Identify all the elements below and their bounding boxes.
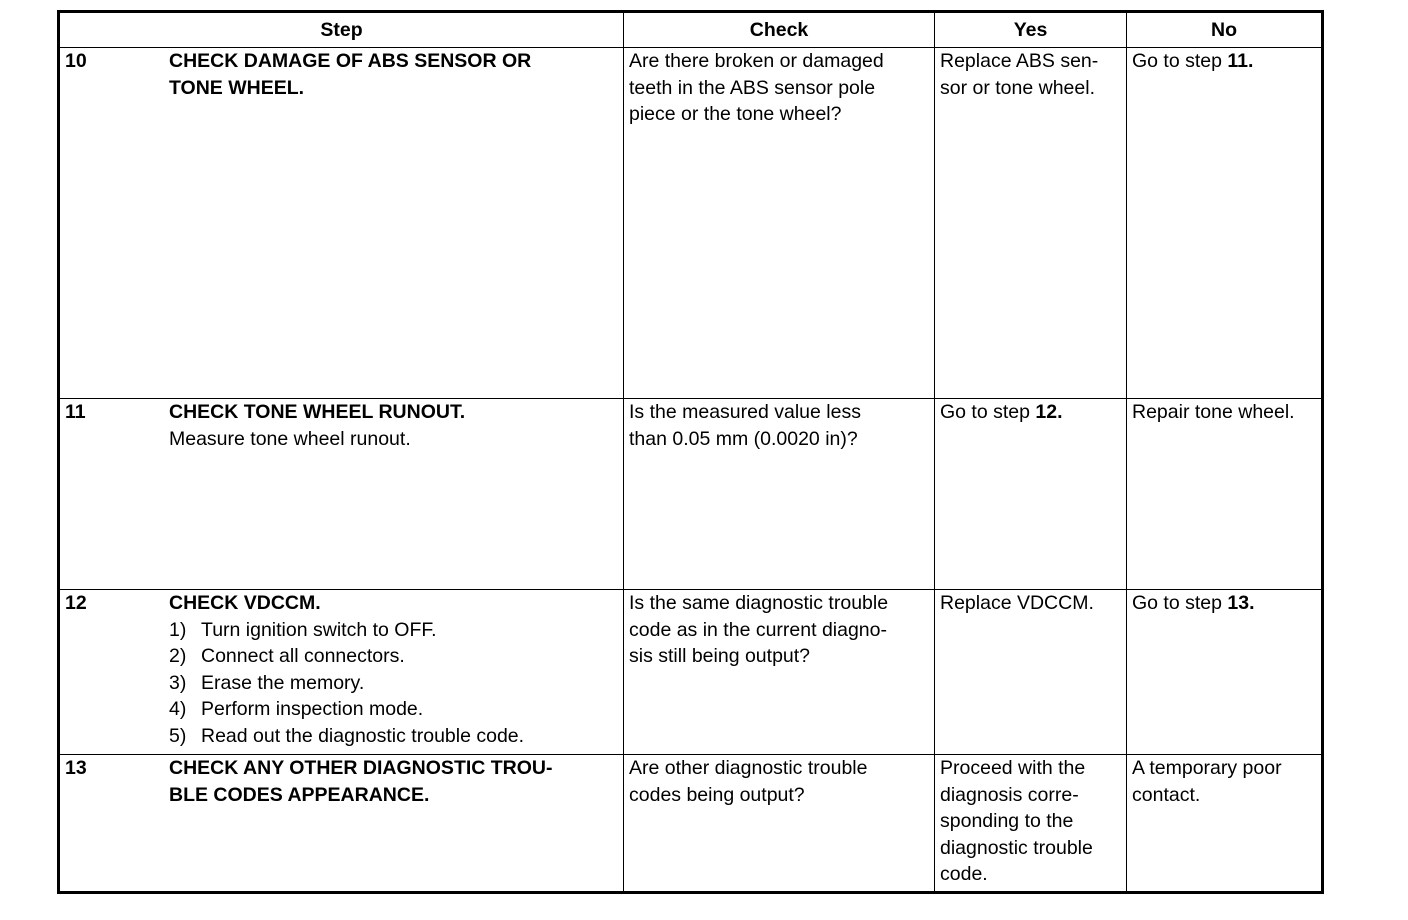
header-check: Check [624,12,935,48]
substep-item [169,617,609,644]
substep-index: 1) [169,618,187,641]
no-line: contact. [1132,783,1201,806]
check-line: piece or the tone wheel? [629,103,842,125]
yes-line: diagnosis corre- [940,783,1079,806]
substep-text: Erase the memory. [201,671,365,694]
step-description: Measure tone wheel runout. [169,427,411,450]
table-row [59,755,1323,893]
table-header-row [59,12,1323,48]
check-cell [624,755,935,893]
step-reference: 12. [1035,401,1063,423]
substep-index: 5) [169,724,187,747]
step-title-line: BLE CODES APPEARANCE. [169,783,430,806]
step-cell [59,590,624,755]
no-line: Repair tone wheel. [1132,401,1295,423]
substep-text: Perform inspection mode. [201,698,424,720]
step-number: 10 [65,50,87,72]
yes-cell [935,590,1127,755]
check-line: than 0.05 mm (0.0020 in)? [629,427,858,450]
check-line: Is the same diagnostic trouble [629,592,889,614]
step-title-line: CHECK TONE WHEEL RUNOUT. [169,401,466,423]
step-cell [59,48,624,399]
check-line: teeth in the ABS sensor pole [629,76,876,99]
no-text: Go to step [1132,592,1228,614]
yes-cell [935,48,1127,399]
step-title-line: CHECK DAMAGE OF ABS SENSOR OR [169,50,532,72]
step-number: 13 [65,757,87,779]
step-cell [59,755,624,893]
no-text: Go to step [1132,50,1228,72]
step-body [169,755,609,808]
step-number: 12 [65,592,87,614]
step-reference: 13. [1227,592,1255,614]
substep-item [169,670,609,697]
substep-text: Read out the diagnostic trouble code. [201,724,525,747]
check-line: Is the measured value less [629,401,861,423]
check-cell [624,48,935,399]
yes-line: Replace VDCCM. [940,592,1094,614]
step-cell [59,399,624,590]
no-cell [1127,399,1323,590]
step-body [169,48,609,101]
step-title-line: CHECK VDCCM. [169,592,321,614]
substep-list [169,617,609,750]
yes-line: sor or tone wheel. [940,76,1096,99]
substep-index: 4) [169,698,187,720]
yes-cell [935,399,1127,590]
check-cell [624,399,935,590]
substep-text: Connect all connectors. [201,645,405,667]
check-line: Are there broken or damaged [629,50,884,72]
no-cell [1127,590,1323,755]
check-line: code as in the current diagno- [629,618,887,641]
no-cell [1127,48,1323,399]
step-number: 11 [65,401,86,423]
substep-item [169,723,609,750]
step-reference: 11. [1227,50,1254,72]
table-row [59,399,1323,590]
yes-line: diagnostic trouble [940,836,1093,859]
yes-line: sponding to the [940,810,1074,832]
header-step: Step [59,12,624,48]
no-line: A temporary poor [1132,757,1282,779]
step-body [169,590,609,749]
step-title-line: CHECK ANY OTHER DIAGNOSTIC TROU- [169,757,553,779]
yes-line: code. [940,863,988,885]
header-yes: Yes [935,12,1127,48]
substep-index: 3) [169,671,187,694]
check-line: sis still being output? [629,645,811,667]
step-title-line: TONE WHEEL. [169,76,305,99]
table-row [59,590,1323,755]
step-body [169,399,609,452]
table-row [59,48,1323,399]
yes-text: Go to step [940,401,1036,423]
diagnostic-table [57,10,1324,894]
no-cell [1127,755,1323,893]
yes-line: Replace ABS sen- [940,50,1099,72]
substep-item [169,696,609,723]
check-line: Are other diagnostic trouble [629,757,868,779]
substep-index: 2) [169,645,187,667]
substep-text: Turn ignition switch to OFF. [201,618,437,641]
check-cell [624,590,935,755]
header-no: No [1127,12,1323,48]
check-line: codes being output? [629,783,805,806]
yes-line: Proceed with the [940,757,1086,779]
substep-item [169,643,609,670]
yes-cell [935,755,1127,893]
